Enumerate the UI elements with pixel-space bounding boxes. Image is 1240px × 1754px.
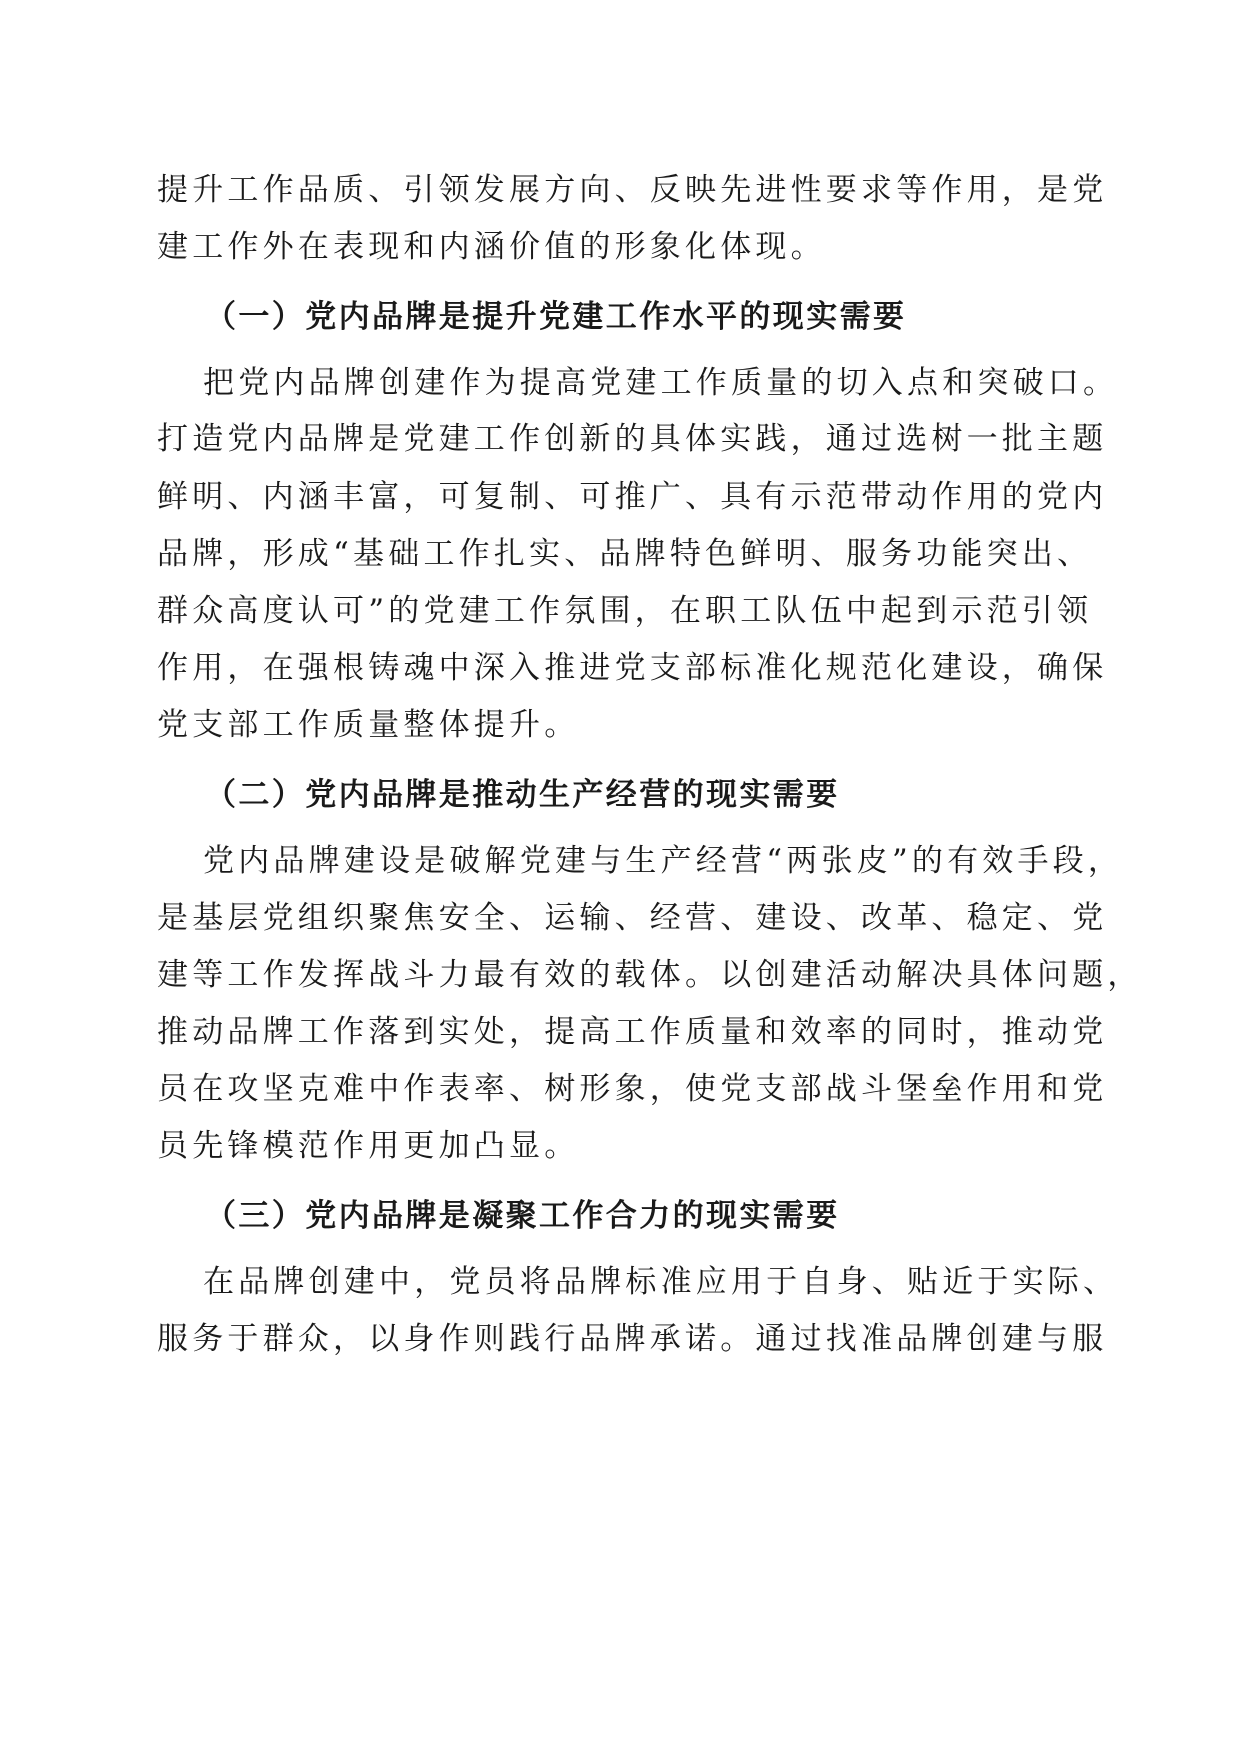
section-1-heading: （一）党内品牌是提升党建工作水平的现实需要 [205, 299, 907, 335]
intro-line-1: 提升工作品质、引领发展方向、反映先进性要求等作用，是党 [157, 172, 1108, 208]
intro-line-2: 建工作外在表现和内涵价值的形象化体现。 [157, 229, 826, 265]
section-1-line-6: 作用，在强根铸魂中深入推进党支部标准化规范化建设，确保 [157, 650, 1108, 686]
section-2-line-2: 是基层党组织聚焦安全、运输、经营、建设、改革、稳定、党 [157, 900, 1108, 936]
section-1-line-5: 群众高度认可”的党建工作氛围，在职工队伍中起到示范引领 [157, 593, 1093, 629]
section-1-line-2: 打造党内品牌是党建工作创新的具体实践，通过选树一批主题 [157, 421, 1108, 457]
section-3-heading: （三）党内品牌是凝聚工作合力的现实需要 [205, 1198, 840, 1234]
section-2-heading: （二）党内品牌是推动生产经营的现实需要 [205, 777, 840, 813]
section-1-line-3: 鲜明、内涵丰富，可复制、可推广、具有示范带动作用的党内 [157, 479, 1108, 515]
section-1-line-1: 把党内品牌创建作为提高党建工作质量的切入点和突破口。 [203, 365, 1119, 401]
section-2-line-4: 推动品牌工作落到实处，提高工作质量和效率的同时，推动党 [157, 1014, 1108, 1050]
section-1-line-7: 党支部工作质量整体提升。 [157, 707, 580, 743]
section-3-line-1: 在品牌创建中，党员将品牌标准应用于自身、贴近于实际、 [203, 1264, 1119, 1300]
section-3-line-2: 服务于群众，以身作则践行品牌承诺。通过找准品牌创建与服 [157, 1321, 1108, 1357]
section-2-line-6: 员先锋模范作用更加凸显。 [157, 1128, 580, 1164]
section-2-line-3: 建等工作发挥战斗力最有效的载体。以创建活动解决具体问题， [157, 957, 1143, 993]
section-1-line-4: 品牌，形成“基础工作扎实、品牌特色鲜明、服务功能突出、 [157, 536, 1093, 572]
section-2-line-5: 员在攻坚克难中作表率、树形象，使党支部战斗堡垒作用和党 [157, 1071, 1108, 1107]
section-2-line-1: 党内品牌建设是破解党建与生产经营“两张皮”的有效手段， [203, 843, 1124, 879]
